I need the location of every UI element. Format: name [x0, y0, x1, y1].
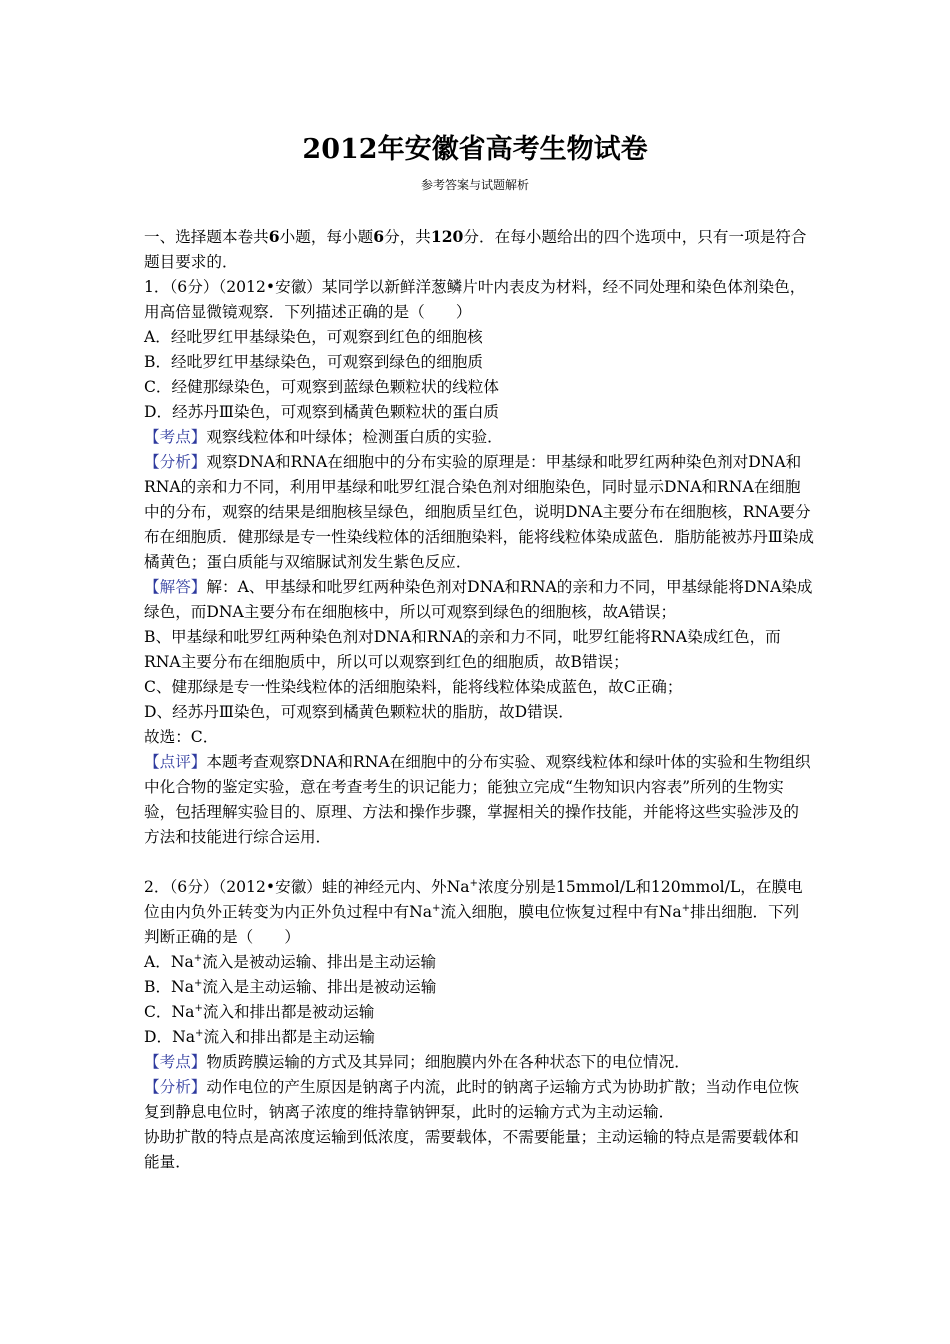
- q1-jieda-b: B、甲基绿和吡罗红两种染色剂对DNA和RNA的亲和力不同，吡罗红能将RNA染成红色，而RNA主要分布在细胞质中，所以可以观察到红色的细胞质，故B错误；: [144, 628, 781, 671]
- q1-option-d: D．经苏丹Ⅲ染色，可观察到橘黄色颗粒状的蛋白质: [144, 403, 500, 421]
- q2-option-b: B．Na+流入是主动运输、排出是被动运输: [144, 978, 437, 996]
- q1-jieda-c: C、健那绿是专一性染线粒体的活细胞染料，能将线粒体染成蓝色，故C正确；: [144, 678, 683, 696]
- document-body: [144, 224, 814, 1175]
- kaodian-label: 【考点】: [144, 428, 207, 446]
- q2-fenxi: 【分析】动作电位的产生原因是钠离子内流，此时的钠离子运输方式为协助扩散；当动作电位恢复到静息电位时，钠离子浓度的维持靠钠钾泵，此时的运输方式为主动运输．: [144, 1078, 799, 1121]
- q2-fenxi-2: 协助扩散的特点是高浓度运输到低浓度，需要载体，不需要能量；主动运输的特点是需要载体和能量．: [144, 1128, 799, 1171]
- q1-answer: 故选：C．: [144, 728, 219, 746]
- q1-jieda-d: D、经苏丹Ⅲ染色，可观察到橘黄色颗粒状的脂肪，故D错误．: [144, 703, 574, 721]
- q2-option-a: A．Na+流入是被动运输、排出是主动运输: [144, 953, 437, 971]
- q1-fenxi: 【分析】观察DNA和RNA在细胞中的分布实验的原理是：甲基绿和吡罗红两种染色剂对DNA和RNA的亲和力不同，利用甲基绿和吡罗红混合染色剂对细胞染色，同时显示DNA和RNA在细胞中的分布，观察的结果是细胞核呈绿色，细胞质呈红色，说明DNA主要分布在细胞核，RNA要分布在细胞质．健那绿是专一性染线粒体的活细胞染料，能将线粒体染成蓝色．脂肪能被苏丹Ⅲ染成橘黄色；蛋白质能与双缩脲试剂发生紫色反应．: [144, 453, 814, 571]
- q1-dianping: 【点评】本题考查观察DNA和RNA在细胞中的分布实验、观察线粒体和绿叶体的实验和生物组织中化合物的鉴定实验，意在考查考生的识记能力；能独立完成“生物知识内容表”所列的生物实验，包括理解实验目的、原理、方法和操作步骤，掌握相关的操作技能，并能将这些实验涉及的方法和技能进行综合运用．: [144, 753, 811, 846]
- q1-option-a: A．经吡罗红甲基绿染色，可观察到红色的细胞核: [144, 328, 483, 346]
- dianping-label: 【点评】: [144, 753, 207, 771]
- question-2-stem: 2．（6分）（2012•安徽）蛙的神经元内、外Na+浓度分别是15mmol/L和120mmol/L，在膜电位由内负外正转变为内正外负过程中有Na+流入细胞，膜电位恢复过程中有Na+排出细胞．下列判断正确的是（ ）: [144, 878, 803, 946]
- q2-option-d: D．Na+流入和排出都是主动运输: [144, 1028, 375, 1046]
- page-title: 2012年安徽省高考生物试卷: [302, 134, 648, 165]
- fenxi-label: 【分析】: [144, 453, 207, 471]
- q2-option-c: C．Na+流入和排出都是被动运输: [144, 1003, 375, 1021]
- q2-kaodian: 【考点】物质跨膜运输的方式及其异同；细胞膜内外在各种状态下的电位情况．: [144, 1053, 690, 1071]
- kaodian-label: 【考点】: [144, 1053, 207, 1071]
- q1-kaodian: 【考点】观察线粒体和叶绿体；检测蛋白质的实验．: [144, 428, 503, 446]
- q1-option-b: B．经吡罗红甲基绿染色，可观察到绿色的细胞质: [144, 353, 483, 371]
- jieda-label: 【解答】: [144, 578, 207, 596]
- section-intro: 一、选择题本卷共6小题，每小题6分，共120分．在每小题给出的四个选项中，只有一项是符合题目要求的．: [144, 227, 807, 271]
- fenxi-label: 【分析】: [144, 1078, 207, 1096]
- q1-jieda: 【解答】解：A、甲基绿和吡罗红两种染色剂对DNA和RNA的亲和力不同，甲基绿能将DNA染成绿色，而DNA主要分布在细胞核中，所以可观察到绿色的细胞核，故A错误；: [144, 578, 813, 621]
- page-subtitle: 参考答案与试题解析: [420, 178, 529, 192]
- q1-option-c: C．经健那绿染色，可观察到蓝绿色颗粒状的线粒体: [144, 378, 499, 396]
- question-gap: [144, 850, 814, 875]
- question-1-stem: 1．（6分）（2012•安徽）某同学以新鲜洋葱鳞片叶内表皮为材料，经不同处理和染色体剂染色，用高倍显微镜观察．下列描述正确的是（ ）: [144, 278, 806, 321]
